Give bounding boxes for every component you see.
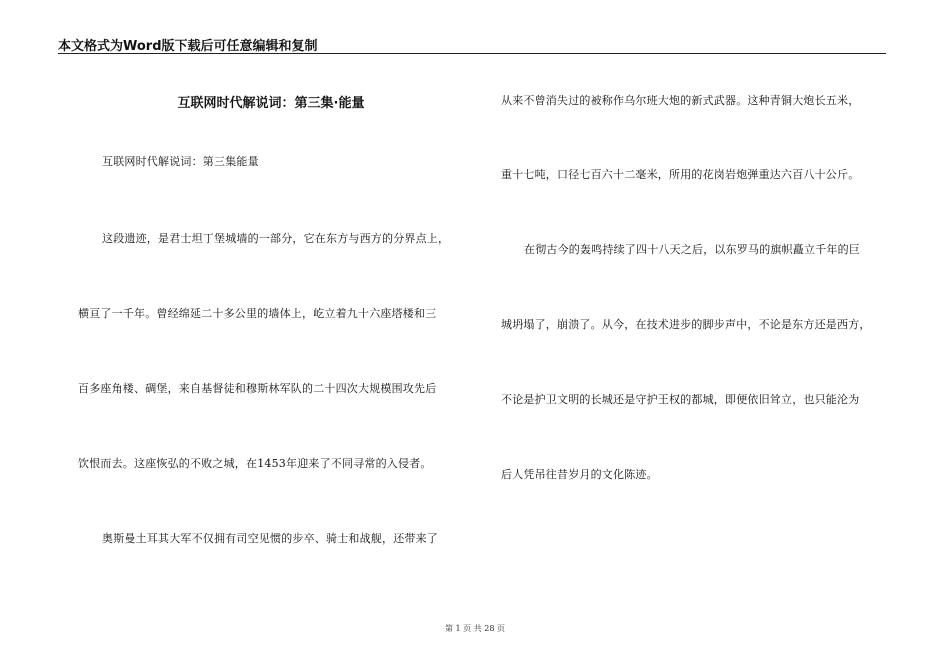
paragraph-line: 城坍塌了，崩溃了。从今，在技术进步的脚步声中，不论是东方还是西方， (501, 318, 871, 331)
paragraph-line: 奥斯曼土耳其大军不仅拥有司空见惯的步卒、骑士和战舰，还带来了 (102, 532, 438, 545)
paragraph-line: 重十七吨，口径七百六十二毫米，所用的花岗岩炮弹重达六百八十公斤。 (501, 168, 860, 181)
paragraph-line: 后人凭吊往昔岁月的文化陈迹。 (501, 468, 658, 481)
paragraph-line: 这段遗迹，是君士坦丁堡城墙的一部分，它在东方与西方的分界点上， (102, 232, 450, 245)
document-title: 互联网时代解说词：第三集·能量 (177, 96, 365, 111)
paragraph-line: 不论是护卫文明的长城还是守护王权的都城，即便依旧耸立，也只能沦为 (501, 393, 860, 406)
header-text: 本文格式为Word版下载后可任意编辑和复制 (58, 39, 318, 54)
paragraph-line: 在彻古今的轰鸣持续了四十八天之后，以东罗马的旗帜矗立千年的巨 (524, 243, 860, 256)
paragraph-line: 横亘了一千年。曾经绵延二十多公里的墙体上，屹立着九十六座塔楼和三 (78, 307, 437, 320)
paragraph-line: 百多座角楼、碉堡，来自基督徒和穆斯林军队的二十四次大规模围攻先后 (78, 382, 437, 395)
page-header (58, 33, 886, 54)
page-footer: 第 1 页 共 28 页 (445, 624, 505, 633)
paragraph-line: 饮恨而去。这座恢弘的不败之城，在1453年迎来了不同寻常的入侵者。 (78, 457, 432, 470)
paragraph-line: 从来不曾消失过的被称作乌尔班大炮的新式武器。这种青铜大炮长五米， (501, 94, 860, 107)
paragraph-line: 互联网时代解说词：第三集能量 (102, 155, 259, 168)
